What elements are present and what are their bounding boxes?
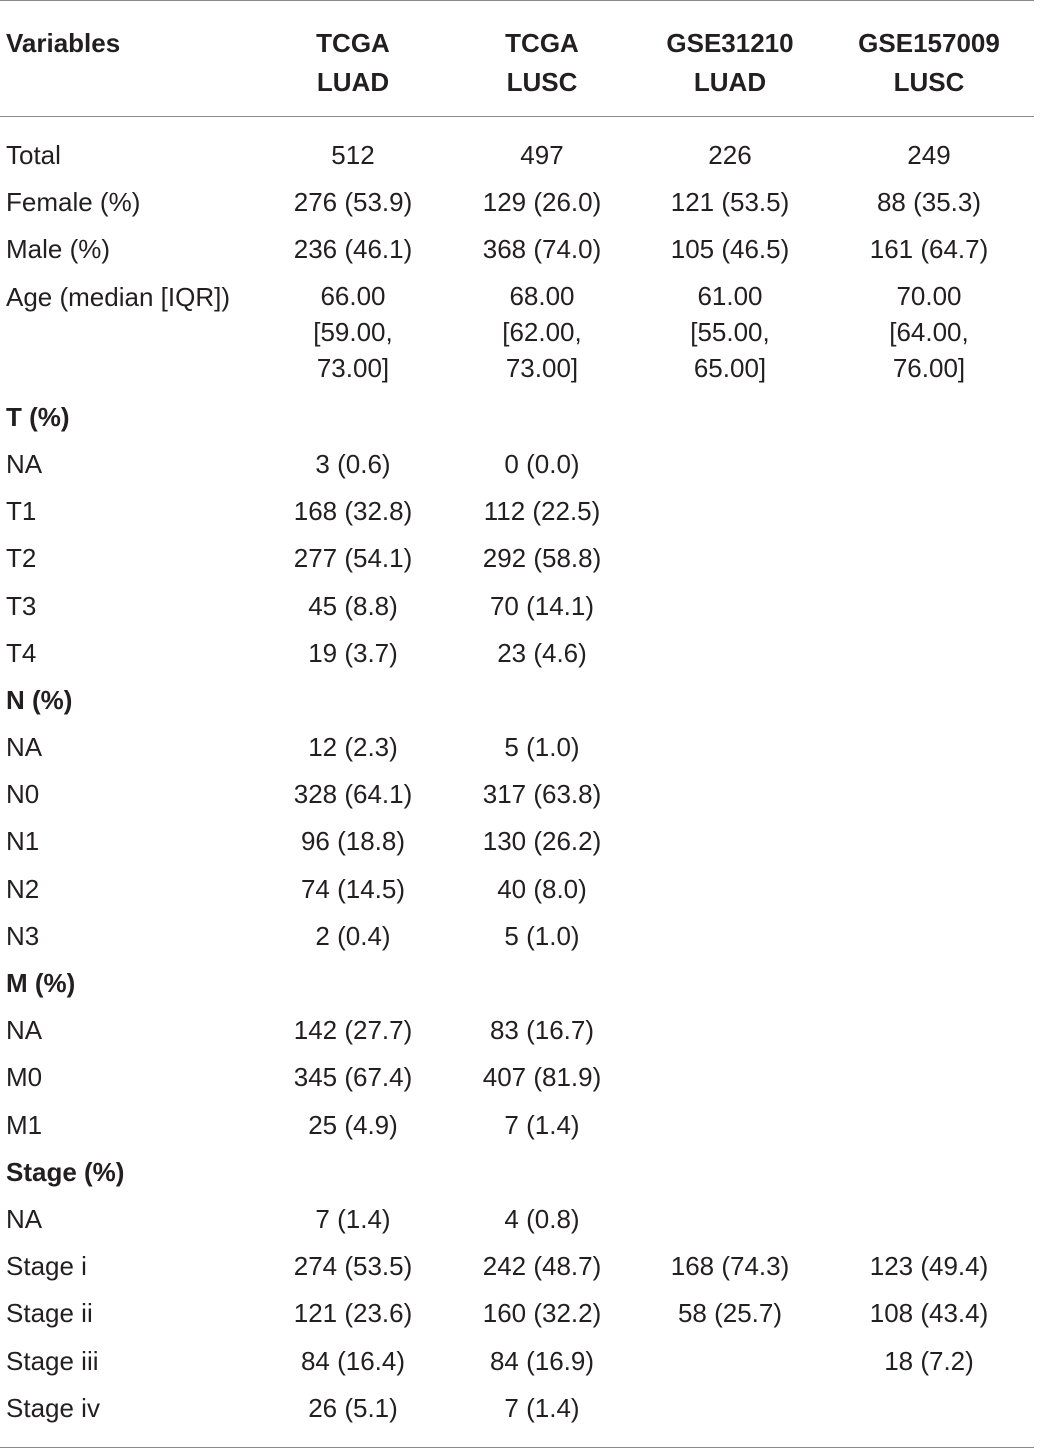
header-tcga-lusc	[448, 0, 636, 116]
row-label: T3	[6, 590, 37, 621]
table-header	[0, 0, 1034, 116]
table-cell	[824, 1196, 1034, 1243]
table-cell	[824, 818, 1034, 865]
table-cell	[824, 274, 1034, 394]
table-cell	[636, 1385, 824, 1432]
table-cell	[636, 960, 824, 1007]
header-line: GSE31210	[666, 28, 794, 58]
row-label: NA	[6, 1015, 43, 1046]
table-row	[0, 1007, 1034, 1054]
row-label: Stage iv	[6, 1392, 100, 1423]
row-label: T4	[6, 637, 37, 668]
row-label: Total	[6, 140, 61, 170]
table-cell: 7 (1.4)	[315, 1203, 391, 1234]
table-cell	[824, 1149, 1034, 1196]
table-cell	[824, 1102, 1034, 1149]
cell-line: 76.00]	[892, 352, 966, 383]
section-label: T (%)	[6, 401, 70, 432]
table-cell	[636, 441, 824, 488]
row-label: Age (median [IQR])	[6, 281, 230, 312]
cell-line: [64.00,	[889, 316, 969, 347]
header-line: TCGA	[505, 28, 579, 58]
row-label: N0	[6, 779, 40, 810]
table-cell	[258, 274, 448, 394]
table-cell	[824, 1054, 1034, 1101]
table-row	[0, 583, 1034, 630]
table-cell	[636, 1338, 824, 1385]
table-cell	[636, 630, 824, 677]
table-cell	[824, 441, 1034, 488]
section-label: M (%)	[6, 968, 76, 998]
header-line: GSE157009	[858, 28, 1000, 58]
table-cell: 5 (1.0)	[504, 732, 580, 763]
table-cell: 276 (53.9)	[293, 187, 413, 218]
row-label: T2	[6, 543, 37, 574]
row-label: NA	[6, 448, 43, 479]
cell-line: 65.00]	[693, 352, 767, 383]
table-cell	[824, 1007, 1034, 1054]
table-cell: 249	[907, 140, 951, 170]
table-cell	[636, 771, 824, 818]
table-cell: 142 (27.7)	[293, 1015, 413, 1046]
table-cell	[258, 960, 448, 1007]
row-label: Male (%)	[6, 234, 111, 265]
table-cell: 88 (35.3)	[876, 187, 982, 218]
table-cell	[636, 913, 824, 960]
table-cell	[636, 1196, 824, 1243]
section-header-row	[0, 677, 1034, 724]
table-cell: 83 (16.7)	[489, 1015, 595, 1046]
table-cell: 40 (8.0)	[497, 873, 587, 904]
cell-line: 61.00	[697, 280, 763, 311]
table-cell: 26 (5.1)	[308, 1392, 398, 1423]
row-label: M0	[6, 1062, 43, 1093]
table-bottom-rule	[0, 1447, 1034, 1448]
table-cell	[636, 818, 824, 865]
table-cell: 112 (22.5)	[483, 496, 601, 527]
header-line: TCGA	[316, 28, 390, 58]
table-cell: 168 (32.8)	[293, 496, 413, 527]
row-label: Stage ii	[6, 1298, 93, 1329]
table-cell: 18 (7.2)	[884, 1345, 974, 1376]
table-cell	[448, 274, 636, 394]
table-row	[0, 818, 1034, 865]
row-label: NA	[6, 1203, 43, 1234]
table-cell: 497	[520, 140, 564, 170]
table-cell: 70 (14.1)	[489, 590, 595, 621]
table-cell	[448, 677, 636, 724]
table-cell: 7 (1.4)	[504, 1392, 580, 1423]
table-cell: 45 (8.8)	[308, 590, 398, 621]
table-row	[0, 630, 1034, 677]
table-cell	[824, 960, 1034, 1007]
table-cell	[824, 394, 1034, 441]
table-cell: 242 (48.7)	[482, 1251, 602, 1282]
table-cell: 12 (2.3)	[308, 732, 398, 763]
table-cell	[636, 535, 824, 582]
table-cell	[824, 913, 1034, 960]
table-cell	[636, 274, 824, 394]
table-row	[0, 535, 1034, 582]
cell-line: [55.00,	[690, 316, 770, 347]
header-tcga-luad	[258, 0, 448, 116]
table-cell: 84 (16.4)	[300, 1345, 406, 1376]
header-line: LUSC	[893, 67, 965, 97]
table-cell	[824, 724, 1034, 771]
table-row	[0, 1102, 1034, 1149]
table-row	[0, 179, 1034, 226]
table-body	[0, 116, 1034, 1432]
table-cell	[448, 1149, 636, 1196]
table-cell	[636, 488, 824, 535]
header-line: LUAD	[316, 67, 390, 97]
table-cell	[258, 677, 448, 724]
cell-line: 66.00	[320, 280, 386, 311]
table-cell: 96 (18.8)	[300, 826, 406, 857]
table-row	[0, 866, 1034, 913]
row-label: Female (%)	[6, 187, 141, 218]
section-header-row	[0, 394, 1034, 441]
table-cell: 368 (74.0)	[482, 234, 602, 265]
section-header-row	[0, 960, 1034, 1007]
row-label: NA	[6, 732, 43, 763]
row-label: Stage iii	[6, 1345, 99, 1376]
table-cell: 23 (4.6)	[497, 637, 587, 668]
table-row	[0, 1196, 1034, 1243]
header-variables	[0, 0, 258, 116]
table-cell	[636, 583, 824, 630]
table-cell: 317 (63.8)	[482, 779, 602, 810]
table-cell: 274 (53.5)	[293, 1251, 413, 1282]
table-cell	[258, 394, 448, 441]
header-row	[0, 0, 1034, 116]
section-header-row	[0, 1149, 1034, 1196]
row-label: Stage i	[6, 1251, 87, 1282]
table-cell	[824, 866, 1034, 913]
cell-line: [62.00,	[502, 316, 582, 347]
table-cell	[448, 394, 636, 441]
table-cell: 277 (54.1)	[293, 543, 413, 574]
header-line: LUAD	[693, 67, 767, 97]
table-cell	[258, 1149, 448, 1196]
table-row	[0, 724, 1034, 771]
table-cell: 512	[331, 140, 375, 170]
table-cell	[824, 1385, 1034, 1432]
table-cell: 121 (53.5)	[670, 187, 790, 218]
table-row	[0, 1338, 1034, 1385]
table-cell: 130 (26.2)	[482, 826, 602, 857]
table-cell: 58 (25.7)	[677, 1298, 783, 1329]
table-cell: 168 (74.3)	[670, 1251, 790, 1282]
table-cell	[824, 771, 1034, 818]
header-line: Variables	[6, 28, 121, 58]
table-cell: 160 (32.2)	[482, 1298, 602, 1329]
table-cell: 74 (14.5)	[300, 873, 406, 904]
table-row	[0, 913, 1034, 960]
table-cell	[824, 583, 1034, 630]
header-gse157009-lusc	[824, 0, 1034, 116]
table-row	[0, 1385, 1034, 1432]
cell-line: 73.00]	[316, 352, 390, 383]
row-label: T1	[6, 496, 37, 527]
table-cell: 345 (67.4)	[293, 1062, 413, 1093]
table-cell: 108 (43.4)	[869, 1298, 989, 1329]
cell-line: 68.00	[509, 280, 575, 311]
row-label: N3	[6, 920, 40, 951]
table-cell: 7 (1.4)	[504, 1109, 580, 1140]
table-cell	[636, 724, 824, 771]
table-cell	[636, 1149, 824, 1196]
table-cell: 129 (26.0)	[482, 187, 602, 218]
table-cell: 161 (64.7)	[869, 234, 989, 265]
table-cell: 407 (81.9)	[482, 1062, 602, 1093]
table-cell: 25 (4.9)	[308, 1109, 398, 1140]
table-row	[0, 1243, 1034, 1290]
table-cell	[636, 394, 824, 441]
table-cell: 2 (0.4)	[315, 920, 391, 951]
table-cell: 3 (0.6)	[315, 448, 391, 479]
table-row	[0, 488, 1034, 535]
section-label: Stage (%)	[6, 1156, 125, 1187]
table-cell	[824, 488, 1034, 535]
row-label: M1	[6, 1109, 43, 1140]
table-cell: 123 (49.4)	[869, 1251, 989, 1282]
table-cell	[824, 677, 1034, 724]
table-row	[0, 1290, 1034, 1337]
table-cell: 226	[708, 140, 752, 170]
row-label: N2	[6, 873, 40, 904]
table-cell	[636, 866, 824, 913]
section-label: N (%)	[6, 684, 73, 715]
table-cell	[824, 630, 1034, 677]
table-row	[0, 274, 1034, 394]
table-cell: 105 (46.5)	[670, 234, 790, 265]
table-cell: 0 (0.0)	[504, 448, 580, 479]
table-cell	[636, 1007, 824, 1054]
table-cell	[448, 960, 636, 1007]
cell-line: 73.00]	[505, 352, 579, 383]
table-cell: 328 (64.1)	[293, 779, 413, 810]
table-row	[0, 771, 1034, 818]
row-label: N1	[6, 826, 40, 857]
table-cell: 236 (46.1)	[293, 234, 413, 265]
table-cell: 5 (1.0)	[504, 920, 580, 951]
header-gse31210-luad	[636, 0, 824, 116]
table-cell: 121 (23.6)	[293, 1298, 413, 1329]
table-cell	[824, 535, 1034, 582]
table-cell	[636, 1102, 824, 1149]
table-spacer	[0, 116, 1034, 132]
cell-line: 70.00	[896, 280, 962, 311]
table-row	[0, 441, 1034, 488]
table-row	[0, 1054, 1034, 1101]
table-cell	[636, 677, 824, 724]
table-row	[0, 132, 1034, 179]
cell-line: [59.00,	[313, 316, 393, 347]
table-row	[0, 226, 1034, 273]
table-cell	[636, 1054, 824, 1101]
table-cell: 84 (16.9)	[489, 1345, 595, 1376]
header-line: LUSC	[506, 67, 578, 97]
table-cell: 292 (58.8)	[482, 543, 602, 574]
table-cell: 19 (3.7)	[308, 637, 398, 668]
table-cell: 4 (0.8)	[504, 1203, 580, 1234]
